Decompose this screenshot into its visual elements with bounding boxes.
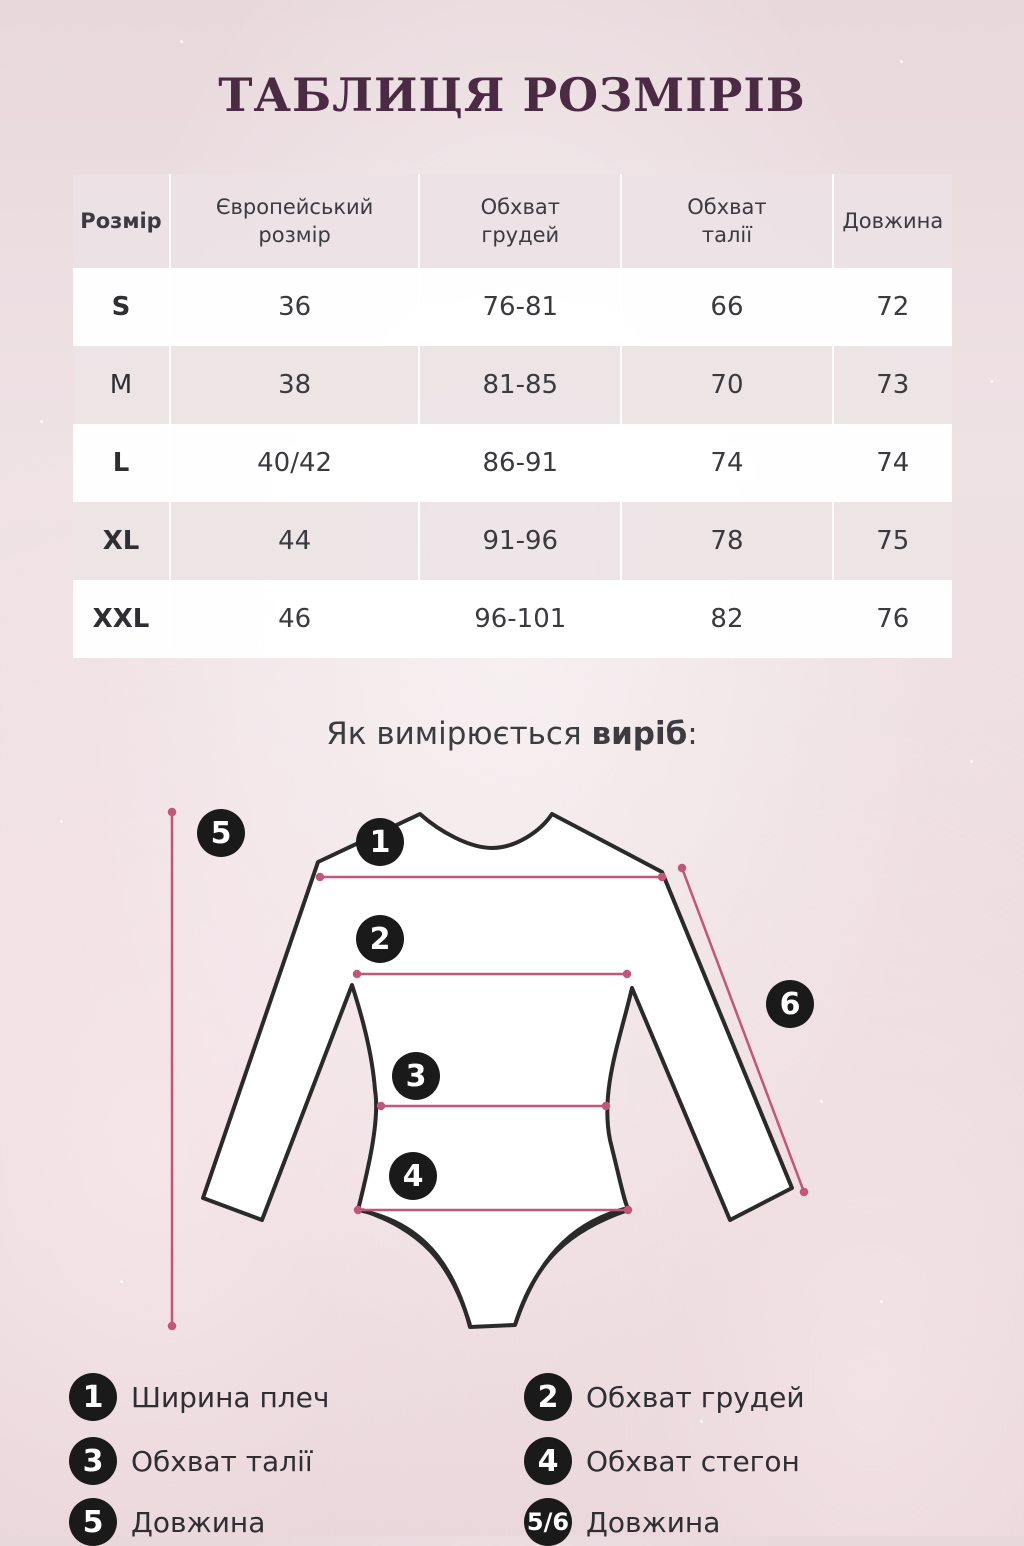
column-header: Європейський розмір: [170, 174, 419, 268]
table-cell: 81-85: [419, 346, 621, 424]
legend-badge: 5: [69, 1498, 117, 1546]
legend-badge: 3: [69, 1437, 117, 1485]
table-cell: 44: [170, 502, 419, 580]
marker-1: 1: [356, 818, 404, 866]
table-cell: 36: [170, 268, 419, 346]
table-row: [73, 580, 952, 658]
table-header-row: [73, 174, 952, 268]
bodysuit-outline: [203, 814, 792, 1327]
table-cell: L: [73, 424, 170, 502]
column-header: Розмір: [73, 174, 170, 268]
legend-badge: 2: [524, 1373, 572, 1421]
bodysuit-diagram: [0, 790, 1024, 1350]
table-cell: M: [73, 346, 170, 424]
table-cell: 70: [621, 346, 832, 424]
table-row: [73, 502, 952, 580]
legend-item: [524, 1498, 720, 1546]
legend-label: Ширина плеч: [131, 1380, 330, 1414]
table-cell: XL: [73, 502, 170, 580]
table-cell: 76-81: [419, 268, 621, 346]
table-cell: 82: [621, 580, 832, 658]
marker-3: 3: [392, 1052, 440, 1100]
column-header: Обхват грудей: [419, 174, 621, 268]
legend-badge: 4: [524, 1437, 572, 1485]
legend-item: [69, 1437, 313, 1485]
table-cell: 74: [621, 424, 832, 502]
marker-5: 5: [197, 809, 245, 857]
table-cell: 72: [833, 268, 952, 346]
table-cell: S: [73, 268, 170, 346]
legend-label: Обхват талії: [131, 1444, 313, 1478]
table-cell: 74: [833, 424, 952, 502]
table-cell: 66: [621, 268, 832, 346]
legend-item: [69, 1498, 265, 1546]
table-row: [73, 346, 952, 424]
table-cell: 91-96: [419, 502, 621, 580]
marker-6: 6: [766, 980, 814, 1028]
legend-item: [524, 1373, 805, 1421]
column-header: Обхват талії: [621, 174, 832, 268]
table-cell: XXL: [73, 580, 170, 658]
legend-label: Довжина: [586, 1505, 721, 1539]
column-header: Довжина: [833, 174, 952, 268]
marker-4: 4: [389, 1152, 437, 1200]
table-cell: 76: [833, 580, 952, 658]
how-measured-colon: :: [687, 716, 698, 752]
table-cell: 40/42: [170, 424, 419, 502]
size-table: [73, 174, 952, 658]
legend-item: [69, 1373, 329, 1421]
table-row: [73, 424, 952, 502]
table-cell: 86-91: [419, 424, 621, 502]
table-cell: 75: [833, 502, 952, 580]
bodysuit-illustration: [0, 790, 1024, 1350]
page-title: ТАБЛИЦЯ РОЗМІРІВ: [218, 68, 806, 122]
table-cell: 73: [833, 346, 952, 424]
table-cell: 46: [170, 580, 419, 658]
legend-label: Обхват грудей: [586, 1380, 805, 1414]
table-cell: 78: [621, 502, 832, 580]
marker-2: 2: [356, 915, 404, 963]
legend-badge: 1: [69, 1373, 117, 1421]
legend-label: Довжина: [131, 1505, 266, 1539]
legend-item: [524, 1437, 800, 1485]
table-cell: 96-101: [419, 580, 621, 658]
how-measured-bold: виріб: [591, 716, 688, 752]
legend-label: Обхват стегон: [586, 1444, 800, 1478]
legend-badge: 5/6: [524, 1498, 572, 1546]
table-row: [73, 268, 952, 346]
table-cell: 38: [170, 346, 419, 424]
how-measured-heading: [0, 716, 1024, 752]
how-measured-text: Як вимірюється: [326, 716, 592, 752]
